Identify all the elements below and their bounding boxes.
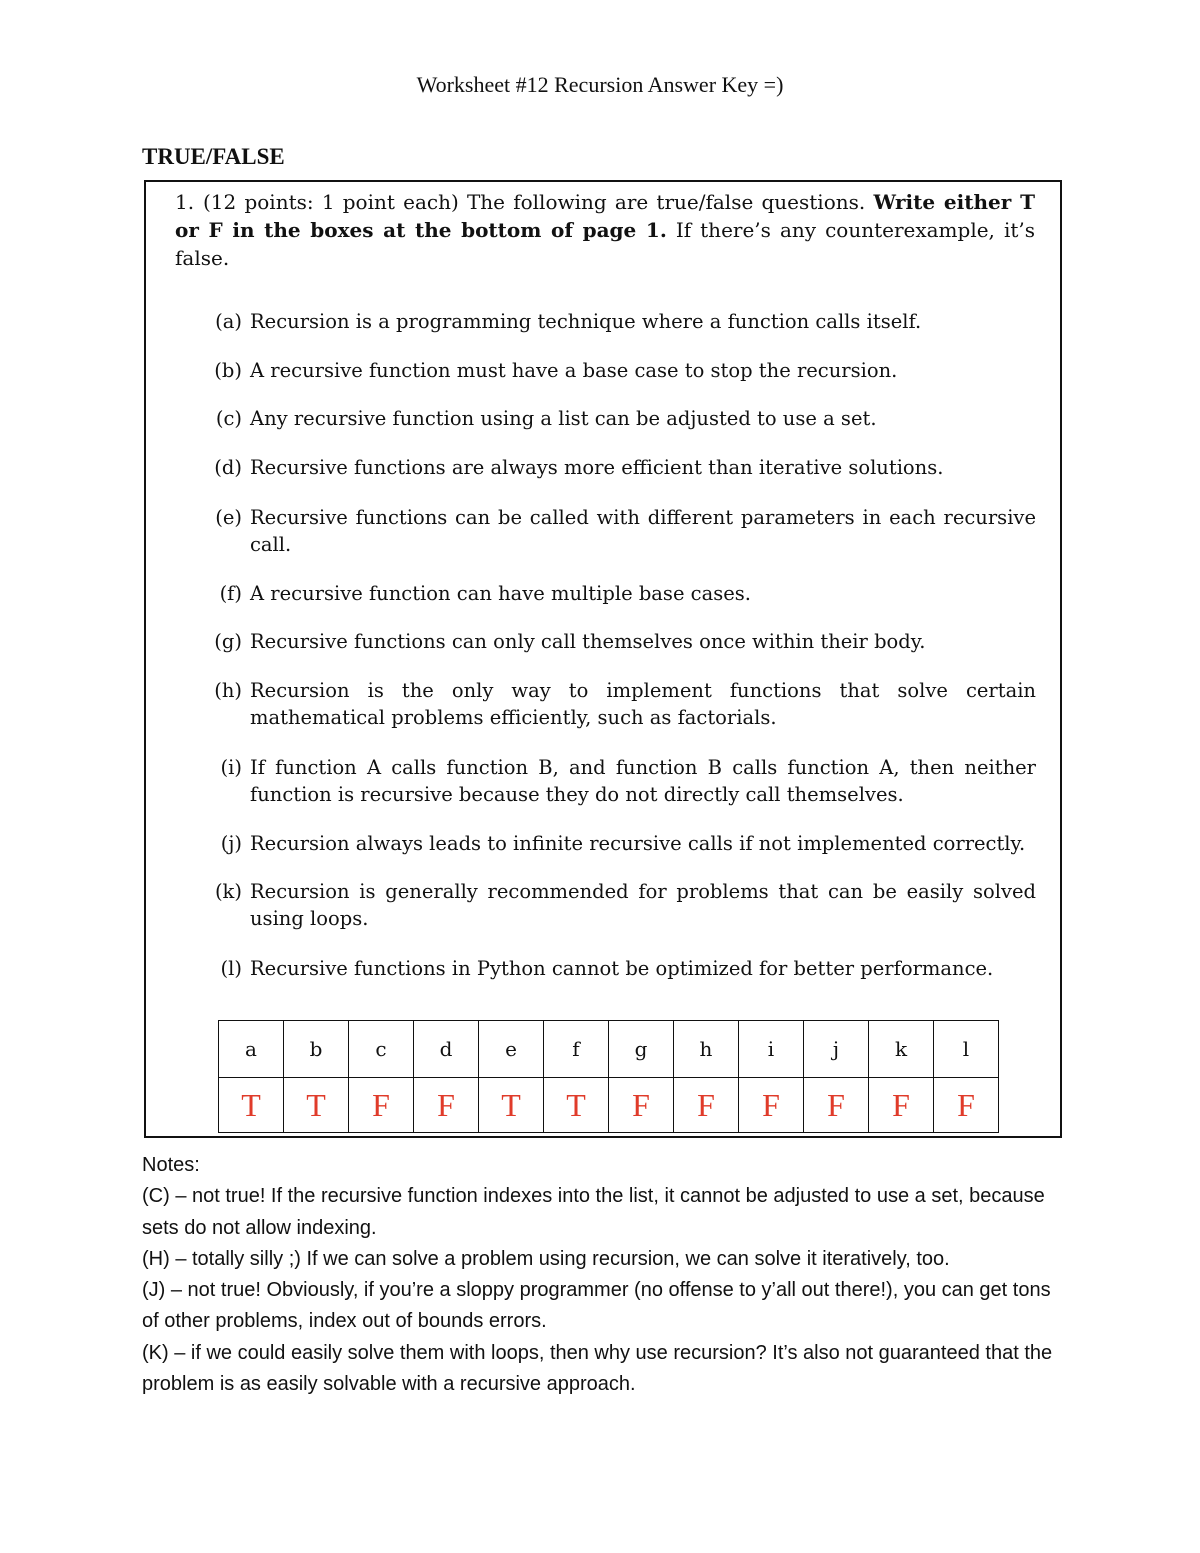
answer-cell: F (934, 1078, 999, 1133)
answer-row (219, 1078, 999, 1133)
tf-item-b (206, 357, 1036, 384)
answer-header-cell: g (609, 1021, 674, 1078)
answer-header-cell: e (479, 1021, 544, 1078)
answer-header-cell: d (414, 1021, 479, 1078)
tf-item-i (206, 754, 1036, 808)
page-title: Worksheet #12 Recursion Answer Key =) (416, 72, 784, 97)
answer-header-cell: a (219, 1021, 284, 1078)
item-text: Recursive functions can only call themselves once within their body. (250, 630, 926, 653)
item-text: Recursion is the only way to implement functions that solve certain mathematical problems efficiently, such as factorials. (250, 679, 1036, 729)
answer-cell: F (609, 1078, 674, 1133)
item-label: (j) (220, 832, 242, 855)
intro-bold: Write either T or F in the boxes at the bottom of page 1. (175, 190, 1035, 242)
intro-tail: If there’s any counterexample, it’s false. (175, 218, 1035, 270)
item-text: Recursive functions in Python cannot be optimized for better performance. (250, 957, 994, 980)
answer-header-row (219, 1021, 999, 1078)
item-label: (g) (214, 630, 242, 653)
answer-cell: F (414, 1078, 479, 1133)
item-text: Recursion is a programming technique where a function calls itself. (250, 310, 922, 333)
note-j: (J) – not true! Obviously, if you’re a sloppy programmer (no offense to y’all out there!), you can get tons of other problems, index out of bounds errors. (142, 1279, 1051, 1333)
answer-cell: F (674, 1078, 739, 1133)
note-c: (C) – not true! If the recursive function indexes into the list, it cannot be adjusted to use a set, because sets do not allow indexing. (142, 1185, 1045, 1239)
answer-header-cell: j (804, 1021, 869, 1078)
tf-item-d (206, 454, 1036, 481)
tf-item-c (206, 405, 1036, 432)
item-label: (c) (215, 407, 242, 430)
answer-cell: F (869, 1078, 934, 1133)
tf-item-f (206, 580, 1036, 607)
answer-cell: T (544, 1078, 609, 1133)
tf-item-j (206, 830, 1036, 857)
item-label: (i) (220, 756, 242, 779)
item-text: Recursion always leads to infinite recursive calls if not implemented correctly. (250, 832, 1026, 855)
answer-header-cell: k (869, 1021, 934, 1078)
item-label: (e) (215, 506, 242, 529)
item-label: (k) (214, 880, 242, 903)
item-text: Any recursive function using a list can be adjusted to use a set. (250, 407, 877, 430)
answer-header-cell: i (739, 1021, 804, 1078)
section-heading: TRUE/FALSE (142, 144, 285, 169)
item-label: (d) (214, 456, 242, 479)
answer-table (218, 1020, 999, 1133)
answer-header-cell: c (349, 1021, 414, 1078)
answer-cell: T (479, 1078, 544, 1133)
item-label: (h) (214, 679, 242, 702)
item-text: If function A calls function B, and function B calls function A, then neither function is recursive because they do not directly call themselves. (250, 756, 1036, 806)
answer-header-cell: h (674, 1021, 739, 1078)
item-text: A recursive function can have multiple base cases. (250, 582, 751, 605)
intro-plain: (12 points: 1 point each) The following are true/false questions. (203, 190, 866, 214)
tf-item-g (206, 628, 1036, 655)
item-label: (l) (220, 957, 242, 980)
notes-heading: Notes: (142, 1154, 200, 1176)
item-label: (b) (214, 359, 242, 382)
item-label: (f) (219, 582, 242, 605)
answer-cell: F (739, 1078, 804, 1133)
item-text: Recursive functions can be called with different parameters in each recursive call. (250, 506, 1036, 556)
question-intro (175, 188, 1035, 272)
answer-cell: F (804, 1078, 869, 1133)
tf-item-a (206, 308, 1036, 335)
tf-item-h (206, 677, 1036, 731)
answer-cell: F (349, 1078, 414, 1133)
item-text: Recursion is generally recommended for problems that can be easily solved using loops. (250, 880, 1036, 930)
item-text: Recursive functions are always more efficient than iterative solutions. (250, 456, 944, 479)
tf-item-k (206, 878, 1036, 932)
item-label: (a) (215, 310, 242, 333)
question-number: 1. (175, 190, 195, 214)
notes-section (142, 1150, 1072, 1400)
answer-header-cell: l (934, 1021, 999, 1078)
answer-cell: T (219, 1078, 284, 1133)
answer-header-cell: b (284, 1021, 349, 1078)
tf-item-l (206, 955, 1036, 982)
answer-header-cell: f (544, 1021, 609, 1078)
note-h: (H) – totally silly ;) If we can solve a problem using recursion, we can solve it iteratively, too. (142, 1247, 950, 1270)
tf-item-e (206, 504, 1036, 558)
item-text: A recursive function must have a base case to stop the recursion. (250, 359, 898, 382)
answer-cell: T (284, 1078, 349, 1133)
note-k: (K) – if we could easily solve them with loops, then why use recursion? It’s also not guaranteed that the problem is as easily solvable with a recursive approach. (142, 1341, 1053, 1396)
